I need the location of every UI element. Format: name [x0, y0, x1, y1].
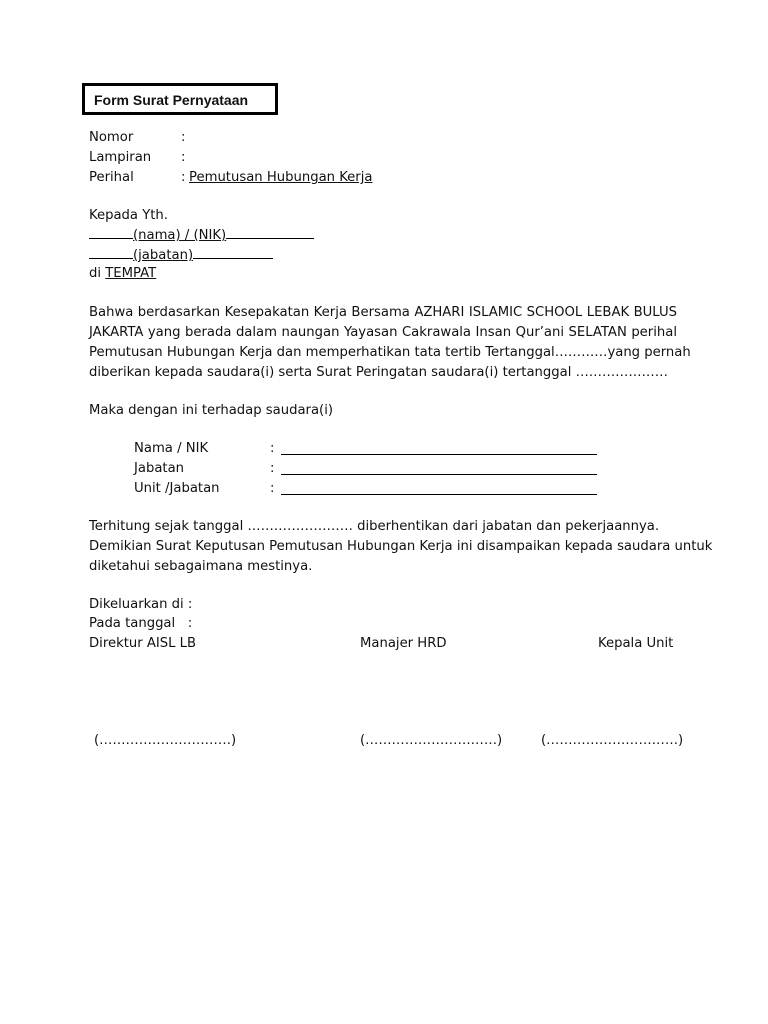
- field-label-nama: Nama / NIK: [134, 441, 209, 456]
- issued-at-label: Dikeluarkan di :: [89, 597, 193, 612]
- field-colon: :: [270, 481, 275, 496]
- intro-line: Maka dengan ini terhadap saudara(i): [89, 403, 334, 418]
- greeting: Kepada Yth.: [89, 208, 168, 223]
- lampiran-colon: :: [181, 150, 186, 165]
- addressee-place-line: [89, 264, 156, 284]
- paragraph-line: Pemutusan Hubungan Kerja dan memperhatikan tata tertib Tertanggal…………yang pernah: [89, 345, 691, 360]
- perihal-value: Pemutusan Hubungan Kerja: [189, 170, 373, 185]
- paragraph-line: Bahwa berdasarkan Kesepakatan Kerja Bersama AZHARI ISLAMIC SCHOOL LEBAK BULUS: [89, 305, 677, 320]
- addressee-position-line: [89, 246, 273, 266]
- paragraph-line: JAKARTA yang berada dalam naungan Yayasan Cakrawala Insan Qur’ani SELATAN perihal: [89, 325, 677, 340]
- signature-placeholder: (…………………………): [94, 733, 237, 748]
- signer-kepala-unit: Kepala Unit: [598, 636, 674, 651]
- document-title: Form Surat Pernyataan: [94, 92, 249, 108]
- field-colon: :: [270, 441, 275, 456]
- field-label-jabatan: Jabatan: [134, 461, 185, 476]
- closing-line: Terhitung sejak tanggal …………………… diberhentikan dari jabatan dan pekerjaannya.: [89, 519, 660, 534]
- field-colon: :: [270, 461, 275, 476]
- di-label: di: [89, 266, 102, 281]
- blank-underline: [89, 258, 133, 259]
- blank-underline: [193, 258, 273, 259]
- nomor-colon: :: [181, 130, 186, 145]
- addressee-name-line: [89, 226, 314, 246]
- blank-underline: [89, 238, 133, 239]
- addressee-name: (nama) / (NIK): [133, 228, 227, 243]
- perihal-label: Perihal: [89, 170, 134, 185]
- signer-manajer-hrd: Manajer HRD: [360, 636, 447, 651]
- signature-placeholder: (…………………………): [541, 733, 684, 748]
- closing-line: Demikian Surat Keputusan Pemutusan Hubungan Kerja ini disampaikan kepada saudara untuk: [89, 539, 713, 554]
- field-blank-jabatan: [281, 474, 597, 475]
- blank-underline: [226, 238, 314, 239]
- field-blank-nama: [281, 454, 597, 455]
- date-label: Pada tanggal :: [89, 616, 193, 631]
- addressee-position: (jabatan): [133, 248, 194, 263]
- nomor-label: Nomor: [89, 130, 134, 145]
- signer-direktur: Direktur AISL LB: [89, 636, 197, 651]
- title-box: [82, 83, 278, 115]
- paragraph-line: diberikan kepada saudara(i) serta Surat Peringatan saudara(i) tertanggal …………………: [89, 365, 668, 380]
- closing-line: diketahui sebagaimana mestinya.: [89, 559, 313, 574]
- field-label-unit: Unit /Jabatan: [134, 481, 220, 496]
- perihal-colon: :: [181, 170, 186, 185]
- lampiran-label: Lampiran: [89, 150, 152, 165]
- signature-placeholder: (…………………………): [360, 733, 503, 748]
- place: TEMPAT: [105, 266, 157, 281]
- field-blank-unit: [281, 494, 597, 495]
